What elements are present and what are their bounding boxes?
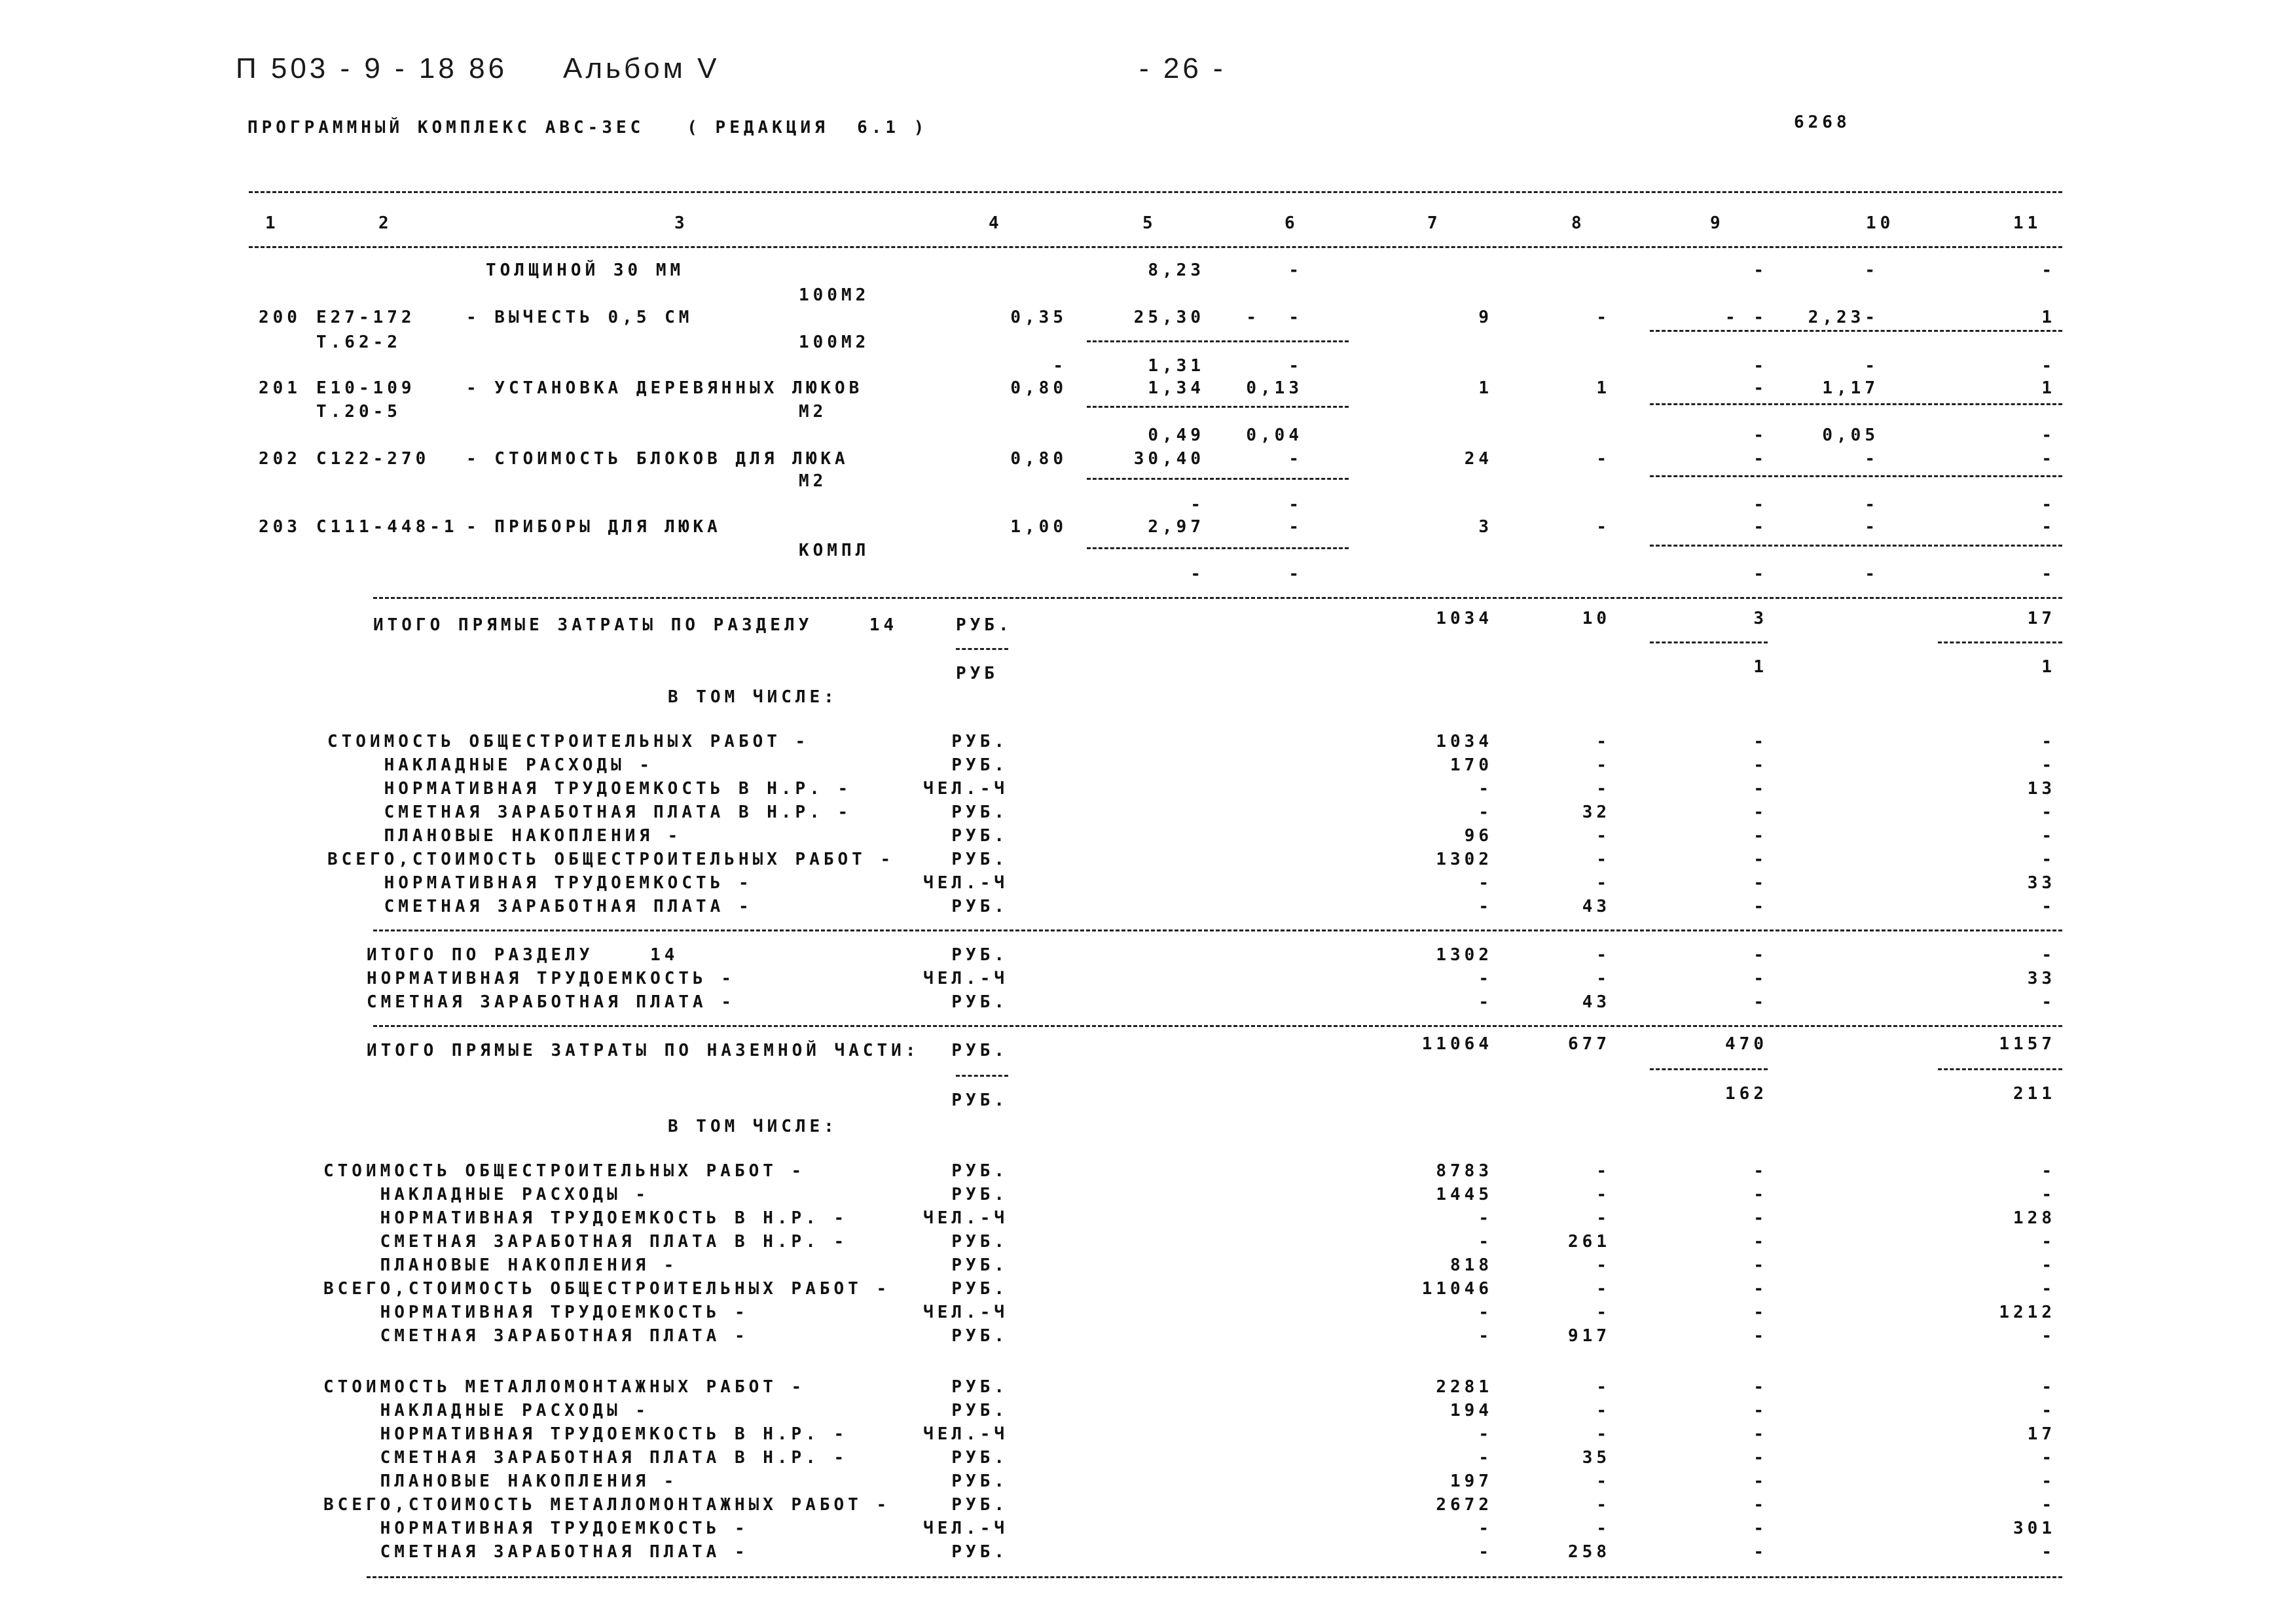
unit-of-measure: РУБ. (951, 1448, 1008, 1468)
total-cost-cell: 2672 (1436, 1495, 1493, 1515)
column-header-6: 6 (1285, 213, 1299, 233)
unit-cost-cell: 8,23 (1148, 261, 1205, 280)
total-wage-cell: 43 (1582, 897, 1611, 916)
unit-of-measure: РУБ. (951, 1279, 1008, 1299)
quantity-cell: - (1053, 356, 1067, 376)
unit-cost-cell: 1,31 (1148, 356, 1205, 376)
breakdown-label: НОРМАТИВНАЯ ТРУДОЕМКОСТЬ - (323, 1303, 749, 1322)
unit-of-measure: РУБ. (951, 1161, 1008, 1181)
unit-cost-cell: 2,97 (1148, 517, 1205, 537)
breakdown-label: ВСЕГО,СТОИМОСТЬ ОБЩЕСТРОИТЕЛЬНЫХ РАБОТ - (323, 1279, 891, 1299)
labor-unit-cell: - (1865, 356, 1879, 376)
breakdown-label: СМЕТНАЯ ЗАРАБОТНАЯ ПЛАТА - (367, 992, 735, 1012)
total-cost-cell: - (1478, 897, 1493, 916)
labor-total-cell: 211 (2013, 1084, 2056, 1104)
unit-of-measure: ЧЕЛ.-Ч (923, 873, 1008, 893)
total-wage-cell: - (1596, 779, 1611, 799)
total-wage-cell: - (1596, 1279, 1611, 1299)
work-description: - ПРИБОРЫ ДЛЯ ЛЮКА (466, 517, 721, 537)
column-header-10: 10 (1866, 213, 1895, 233)
labor-total-cell: - (2041, 1232, 2056, 1252)
total-wage-cell: - (1596, 1471, 1611, 1491)
work-description: - УСТАНОВКА ДЕРЕВЯННЫХ ЛЮКОВ (466, 378, 864, 398)
norm-code: С122-270 (316, 449, 430, 469)
unit-of-measure: РУБ. (951, 1041, 1008, 1060)
machine-cost-cell: - (1753, 1424, 1768, 1444)
total-cost-cell: 1302 (1436, 945, 1493, 965)
machine-cost-cell: - (1753, 356, 1768, 376)
program-title: ПРОГРАММНЫЙ КОМПЛЕКС АВС-3ЕС ( РЕДАКЦИЯ 6.1 ) (247, 118, 928, 137)
labor-unit-cell: - (1865, 517, 1879, 537)
labor-total-cell: - (2041, 992, 2056, 1012)
total-cost-cell: - (1478, 992, 1493, 1012)
sub-rule (1087, 547, 1349, 549)
labor-total-cell: - (2041, 826, 2056, 846)
total-wage-cell: 258 (1568, 1542, 1611, 1562)
section-total-label: ИТОГО ПРЯМЫЕ ЗАТРАТЫ ПО РАЗДЕЛУ 14 (373, 615, 898, 635)
total-cost-cell: - (1478, 1519, 1493, 1538)
machine-cost-cell: - (1753, 425, 1768, 445)
labor-total-cell: - (2041, 1401, 2056, 1420)
unit-of-measure: КОМПЛ (799, 541, 870, 560)
wage-cost-cell: - (1288, 449, 1303, 469)
unit-of-measure: ЧЕЛ.-Ч (923, 1519, 1008, 1538)
machine-cost-cell: - (1753, 826, 1768, 846)
quantity-cell: 0,80 (1010, 449, 1067, 469)
machine-cost-cell: - (1753, 897, 1768, 916)
wage-cost-cell: 0,13 (1246, 378, 1303, 398)
column-header-7: 7 (1427, 213, 1442, 233)
unit-of-measure: ЧЕЛ.-Ч (923, 779, 1008, 799)
machine-cost-cell: 470 (1725, 1034, 1768, 1054)
breakdown-label: ВСЕГО,СТОИМОСТЬ ОБЩЕСТРОИТЕЛЬНЫХ РАБОТ - (327, 850, 895, 869)
sub-rule (1087, 340, 1349, 342)
unit-of-measure: 100М2 (799, 285, 870, 305)
total-cost-cell: - (1478, 1424, 1493, 1444)
machine-cost-cell: 162 (1725, 1084, 1768, 1104)
column-header-11: 11 (2013, 213, 2042, 233)
breakdown-label: НАКЛАДНЫЕ РАСХОДЫ - (327, 755, 654, 775)
total-cost-cell: 96 (1464, 826, 1493, 846)
norm-code: Е27-172 (316, 308, 416, 327)
labor-total-cell: 17 (2027, 1424, 2056, 1444)
unit-cost-cell: - (1190, 495, 1205, 514)
unit-of-measure: РУБ. (951, 826, 1008, 846)
unit-of-measure: ЧЕЛ.-Ч (923, 1303, 1008, 1322)
labor-total-cell: 33 (2027, 969, 2056, 988)
machine-cost-cell: - (1753, 1401, 1768, 1420)
labor-total-cell: 17 (2027, 609, 2056, 628)
labor-total-cell: - (2041, 1448, 2056, 1468)
breakdown-label: НОРМАТИВНАЯ ТРУДОЕМКОСТЬ В Н.Р. - (323, 1424, 848, 1444)
item-number: 203 (259, 517, 301, 537)
breakdown-label: НОРМАТИВНАЯ ТРУДОЕМКОСТЬ В Н.Р. - (327, 779, 852, 799)
table-bottom-rule (367, 1576, 2062, 1578)
quantity-cell: 1,00 (1010, 517, 1067, 537)
unit-cost-cell: 30,40 (1133, 449, 1205, 469)
labor-total-cell: - (2041, 425, 2056, 445)
wage-cost-cell: - - (1246, 308, 1303, 327)
total-cost-cell: 3 (1478, 517, 1493, 537)
total-cost-cell: - (1478, 969, 1493, 988)
wage-cost-cell: - (1288, 356, 1303, 376)
total-cost-cell: 818 (1450, 1255, 1493, 1275)
unit-of-measure: РУБ. (951, 1495, 1008, 1515)
labor-total-cell: 1157 (1999, 1034, 2056, 1054)
unit-of-measure: РУБ. (951, 1542, 1008, 1562)
labor-total-cell: - (2041, 495, 2056, 514)
total-cost-cell: - (1478, 779, 1493, 799)
total-wage-cell: - (1596, 1208, 1611, 1228)
machine-cost-cell: - (1753, 1471, 1768, 1491)
total-wage-cell: - (1596, 1519, 1611, 1538)
breakdown-label: НАКЛАДНЫЕ РАСХОДЫ - (323, 1401, 650, 1420)
machine-cost-cell: - (1753, 1495, 1768, 1515)
total-wage-cell: 10 (1582, 609, 1611, 628)
machine-cost-cell: - (1753, 1208, 1768, 1228)
unit-of-measure: РУБ. (951, 1232, 1008, 1252)
breakdown-label: ИТОГО ПО РАЗДЕЛУ 14 (367, 945, 679, 965)
labor-total-cell: - (2041, 1185, 2056, 1204)
section-total-rule (373, 597, 2062, 599)
total-wage-cell: - (1596, 732, 1611, 751)
labor-unit-cell: 1,17 (1822, 378, 1879, 398)
total-cost-cell: 194 (1450, 1401, 1493, 1420)
labor-total-cell: - (2041, 1471, 2056, 1491)
breakdown-label: СМЕТНАЯ ЗАРАБОТНАЯ ПЛАТА - (323, 1326, 749, 1346)
machine-cost-cell: - (1753, 261, 1768, 280)
total-cost-cell: 11046 (1421, 1279, 1493, 1299)
labor-total-cell: - (2041, 1326, 2056, 1346)
labor-total-cell: 1212 (1999, 1303, 2056, 1322)
total-wage-cell: 32 (1582, 803, 1611, 822)
total-cost-cell: 24 (1464, 449, 1493, 469)
unit-of-measure: РУБ. (956, 615, 1013, 635)
machine-cost-cell: 3 (1753, 609, 1768, 628)
norm-code: Т.20-5 (316, 402, 401, 422)
labor-total-cell: 13 (2027, 779, 2056, 799)
total-cost-cell: - (1478, 1232, 1493, 1252)
breakdown-label: СТОИМОСТЬ ОБЩЕСТРОИТЕЛЬНЫХ РАБОТ - (327, 732, 810, 751)
wage-cost-cell: 0,04 (1246, 425, 1303, 445)
machine-cost-cell: - (1753, 1255, 1768, 1275)
total-cost-cell: 197 (1450, 1471, 1493, 1491)
sub-rule (1650, 1068, 1768, 1070)
total-wage-cell: 677 (1568, 1034, 1611, 1054)
breakdown-label: ПЛАНОВЫЕ НАКОПЛЕНИЯ - (323, 1471, 678, 1491)
unit-of-measure: РУБ (956, 664, 998, 683)
breakdown-label: ПЛАНОВЫЕ НАКОПЛЕНИЯ - (323, 1255, 678, 1275)
unit-cost-cell: - (1190, 564, 1205, 584)
table-top-rule (249, 191, 2062, 193)
machine-cost-cell: 1 (1753, 657, 1768, 677)
machine-cost-cell: - - (1725, 308, 1768, 327)
machine-cost-cell: - (1753, 803, 1768, 822)
total-wage-cell: - (1596, 1255, 1611, 1275)
unit-of-measure: ЧЕЛ.-Ч (923, 969, 1008, 988)
breakdown-label: НОРМАТИВНАЯ ТРУДОЕМКОСТЬ - (327, 873, 753, 893)
unit-of-measure: РУБ. (951, 1401, 1008, 1420)
labor-total-cell: - (2041, 261, 2056, 280)
total-wage-cell: 917 (1568, 1326, 1611, 1346)
labor-total-cell: 1 (2041, 308, 2056, 327)
unit-of-measure: ЧЕЛ.-Ч (923, 1208, 1008, 1228)
unit-of-measure: РУБ. (951, 803, 1008, 822)
total-wage-cell: - (1596, 1401, 1611, 1420)
sub-rule (1650, 475, 2062, 477)
machine-cost-cell: - (1753, 449, 1768, 469)
wage-cost-cell: - (1288, 517, 1303, 537)
machine-cost-cell: - (1753, 873, 1768, 893)
total-wage-cell: - (1596, 308, 1611, 327)
total-cost-cell: 1034 (1436, 732, 1493, 751)
machine-cost-cell: - (1753, 495, 1768, 514)
unit-of-measure: РУБ. (951, 755, 1008, 775)
breakdown-label: СТОИМОСТЬ ОБЩЕСТРОИТЕЛЬНЫХ РАБОТ - (323, 1161, 806, 1181)
machine-cost-cell: - (1753, 1519, 1768, 1538)
grand-total-label: ИТОГО ПРЯМЫЕ ЗАТРАТЫ ПО НАЗЕМНОЙ ЧАСТИ: (367, 1041, 920, 1060)
quantity-cell: 0,35 (1010, 308, 1067, 327)
labor-total-cell: - (2041, 945, 2056, 965)
norm-code: Т.62-2 (316, 333, 401, 352)
unit-of-measure: РУБ. (951, 897, 1008, 916)
wage-cost-cell: - (1288, 495, 1303, 514)
labor-total-cell: - (2041, 850, 2056, 869)
section-rule (373, 929, 2062, 931)
machine-cost-cell: - (1753, 378, 1768, 398)
column-header-5: 5 (1142, 213, 1157, 233)
labor-total-cell: - (2041, 1161, 2056, 1181)
total-cost-cell: - (1478, 803, 1493, 822)
total-wage-cell: 1 (1596, 378, 1611, 398)
total-cost-cell: 11064 (1421, 1034, 1493, 1054)
labor-total-cell: - (2041, 897, 2056, 916)
breakdown-label: НОРМАТИВНАЯ ТРУДОЕМКОСТЬ В Н.Р. - (323, 1208, 848, 1228)
total-cost-cell: - (1478, 1303, 1493, 1322)
total-wage-cell: - (1596, 1377, 1611, 1397)
total-wage-cell: - (1596, 449, 1611, 469)
labor-total-cell: - (2041, 1495, 2056, 1515)
labor-unit-cell: - (1865, 495, 1879, 514)
labor-total-cell: - (2041, 517, 2056, 537)
machine-cost-cell: - (1753, 1232, 1768, 1252)
unit-of-measure: РУБ. (951, 1255, 1008, 1275)
quantity-cell: 0,80 (1010, 378, 1067, 398)
unit-of-measure: РУБ. (951, 992, 1008, 1012)
breakdown-label: ВСЕГО,СТОИМОСТЬ МЕТАЛЛОМОНТАЖНЫХ РАБОТ - (323, 1495, 891, 1515)
page-number: - 26 - (1139, 52, 1226, 84)
unit-of-measure: РУБ. (951, 732, 1008, 751)
labor-unit-cell: - (1865, 449, 1879, 469)
unit-of-measure: РУБ. (951, 1377, 1008, 1397)
total-cost-cell: 2281 (1436, 1377, 1493, 1397)
column-header-9: 9 (1710, 213, 1724, 233)
labor-total-cell: - (2041, 1255, 2056, 1275)
labor-total-cell: 1 (2041, 657, 2056, 677)
total-cost-cell: 1445 (1436, 1185, 1493, 1204)
labor-unit-cell: 2,23- (1808, 308, 1879, 327)
sub-rule (1087, 478, 1349, 480)
total-wage-cell: - (1596, 1424, 1611, 1444)
subsection-heading: В ТОМ ЧИСЛЕ: (668, 1117, 838, 1136)
document-code: П 503 - 9 - 18 86 (236, 52, 508, 84)
labor-total-cell: - (2041, 803, 2056, 822)
subsection-heading: В ТОМ ЧИСЛЕ: (668, 687, 838, 707)
machine-cost-cell: - (1753, 1161, 1768, 1181)
total-wage-cell: - (1596, 755, 1611, 775)
machine-cost-cell: - (1753, 755, 1768, 775)
total-wage-cell: - (1596, 945, 1611, 965)
total-wage-cell: - (1596, 1161, 1611, 1181)
item-number: 200 (259, 308, 301, 327)
unit-of-measure: РУБ. (951, 945, 1008, 965)
total-wage-cell: 261 (1568, 1232, 1611, 1252)
grand-total-rule (373, 1025, 2062, 1027)
labor-total-cell: 1 (2041, 378, 2056, 398)
labor-total-cell: - (2041, 564, 2056, 584)
machine-cost-cell: - (1753, 1303, 1768, 1322)
labor-total-cell: - (2041, 356, 2056, 376)
sub-rule (1938, 641, 2062, 643)
total-cost-cell: - (1478, 1208, 1493, 1228)
labor-total-cell: - (2041, 755, 2056, 775)
breakdown-label: СМЕТНАЯ ЗАРАБОТНАЯ ПЛАТА В Н.Р. - (323, 1448, 848, 1468)
item-number: 201 (259, 378, 301, 398)
item-number: 202 (259, 449, 301, 469)
machine-cost-cell: - (1753, 992, 1768, 1012)
machine-cost-cell: - (1753, 1377, 1768, 1397)
unit-cost-cell: 0,49 (1148, 425, 1205, 445)
labor-total-cell: - (2041, 1542, 2056, 1562)
unit-rule (956, 1075, 1008, 1077)
breakdown-label: СМЕТНАЯ ЗАРАБОТНАЯ ПЛАТА - (323, 1542, 749, 1562)
album-label: Альбом V (563, 52, 720, 84)
total-wage-cell: - (1596, 969, 1611, 988)
unit-of-measure: ЧЕЛ.-Ч (923, 1424, 1008, 1444)
sub-rule (1650, 403, 2062, 405)
total-cost-cell: 9 (1478, 308, 1493, 327)
total-wage-cell: - (1596, 1303, 1611, 1322)
breakdown-label: НОРМАТИВНАЯ ТРУДОЕМКОСТЬ - (367, 969, 735, 988)
breakdown-label: НАКЛАДНЫЕ РАСХОДЫ - (323, 1185, 650, 1204)
work-description: - СТОИМОСТЬ БЛОКОВ ДЛЯ ЛЮКА (466, 449, 849, 469)
table-header-rule (249, 246, 2062, 248)
sub-rule (1650, 545, 2062, 547)
column-header-1: 1 (265, 213, 280, 233)
column-header-8: 8 (1571, 213, 1586, 233)
breakdown-label: НОРМАТИВНАЯ ТРУДОЕМКОСТЬ - (323, 1519, 749, 1538)
machine-cost-cell: - (1753, 945, 1768, 965)
labor-unit-cell: - (1865, 564, 1879, 584)
machine-cost-cell: - (1753, 850, 1768, 869)
unit-of-measure: РУБ. (951, 1185, 1008, 1204)
labor-total-cell: - (2041, 732, 2056, 751)
total-cost-cell: - (1478, 1448, 1493, 1468)
sub-rule (1087, 406, 1349, 408)
breakdown-label: СМЕТНАЯ ЗАРАБОТНАЯ ПЛАТА В Н.Р. - (323, 1232, 848, 1252)
machine-cost-cell: - (1753, 517, 1768, 537)
labor-unit-cell: 0,05 (1822, 425, 1879, 445)
column-header-3: 3 (674, 213, 689, 233)
labor-total-cell: 33 (2027, 873, 2056, 893)
total-wage-cell: 43 (1582, 992, 1611, 1012)
machine-cost-cell: - (1753, 1542, 1768, 1562)
column-header-2: 2 (378, 213, 393, 233)
total-cost-cell: 1 (1478, 378, 1493, 398)
unit-of-measure: 100М2 (799, 333, 870, 352)
labor-total-cell: 128 (2013, 1208, 2056, 1228)
unit-cost-cell: 1,34 (1148, 378, 1205, 398)
print-code: 6268 (1794, 113, 1851, 132)
labor-total-cell: - (2041, 449, 2056, 469)
sub-rule (1650, 641, 1768, 643)
unit-of-measure: М2 (799, 471, 828, 491)
total-wage-cell: - (1596, 873, 1611, 893)
labor-total-cell: - (2041, 1377, 2056, 1397)
sub-rule (1650, 330, 2062, 332)
total-cost-cell: 8783 (1436, 1161, 1493, 1181)
total-wage-cell: - (1596, 1185, 1611, 1204)
unit-of-measure: РУБ. (951, 1326, 1008, 1346)
unit-rule (956, 648, 1008, 650)
breakdown-label: СМЕТНАЯ ЗАРАБОТНАЯ ПЛАТА - (327, 897, 753, 916)
total-cost-cell: - (1478, 1542, 1493, 1562)
machine-cost-cell: - (1753, 1448, 1768, 1468)
labor-total-cell: - (2041, 1279, 2056, 1299)
unit-cost-cell: 25,30 (1133, 308, 1205, 327)
total-cost-cell: - (1478, 873, 1493, 893)
machine-cost-cell: - (1753, 564, 1768, 584)
machine-cost-cell: - (1753, 969, 1768, 988)
total-wage-cell: - (1596, 850, 1611, 869)
machine-cost-cell: - (1753, 1279, 1768, 1299)
machine-cost-cell: - (1753, 1326, 1768, 1346)
total-cost-cell: - (1478, 1326, 1493, 1346)
unit-of-measure: РУБ. (951, 1091, 1008, 1110)
total-wage-cell: - (1596, 517, 1611, 537)
unit-of-measure: РУБ. (951, 1471, 1008, 1491)
total-cost-cell: 170 (1450, 755, 1493, 775)
labor-total-cell: 301 (2013, 1519, 2056, 1538)
sub-rule (1938, 1068, 2062, 1070)
unit-of-measure: РУБ. (951, 850, 1008, 869)
work-description: ТОЛЩИНОЙ 30 ММ (486, 261, 685, 280)
wage-cost-cell: - (1288, 564, 1303, 584)
machine-cost-cell: - (1753, 732, 1768, 751)
total-cost-cell: 1302 (1436, 850, 1493, 869)
unit-of-measure: М2 (799, 402, 828, 422)
norm-code: С111-448-1 (316, 517, 458, 537)
total-wage-cell: 35 (1582, 1448, 1611, 1468)
breakdown-label: ПЛАНОВЫЕ НАКОПЛЕНИЯ - (327, 826, 682, 846)
wage-cost-cell: - (1288, 261, 1303, 280)
work-description: - ВЫЧЕСТЬ 0,5 СМ (466, 308, 693, 327)
machine-cost-cell: - (1753, 1185, 1768, 1204)
breakdown-label: СТОИМОСТЬ МЕТАЛЛОМОНТАЖНЫХ РАБОТ - (323, 1377, 806, 1397)
total-cost-cell: 1034 (1436, 609, 1493, 628)
norm-code: Е10-109 (316, 378, 416, 398)
total-wage-cell: - (1596, 1495, 1611, 1515)
total-wage-cell: - (1596, 826, 1611, 846)
column-header-4: 4 (989, 213, 1003, 233)
machine-cost-cell: - (1753, 779, 1768, 799)
breakdown-label: СМЕТНАЯ ЗАРАБОТНАЯ ПЛАТА В Н.Р. - (327, 803, 852, 822)
labor-unit-cell: - (1865, 261, 1879, 280)
